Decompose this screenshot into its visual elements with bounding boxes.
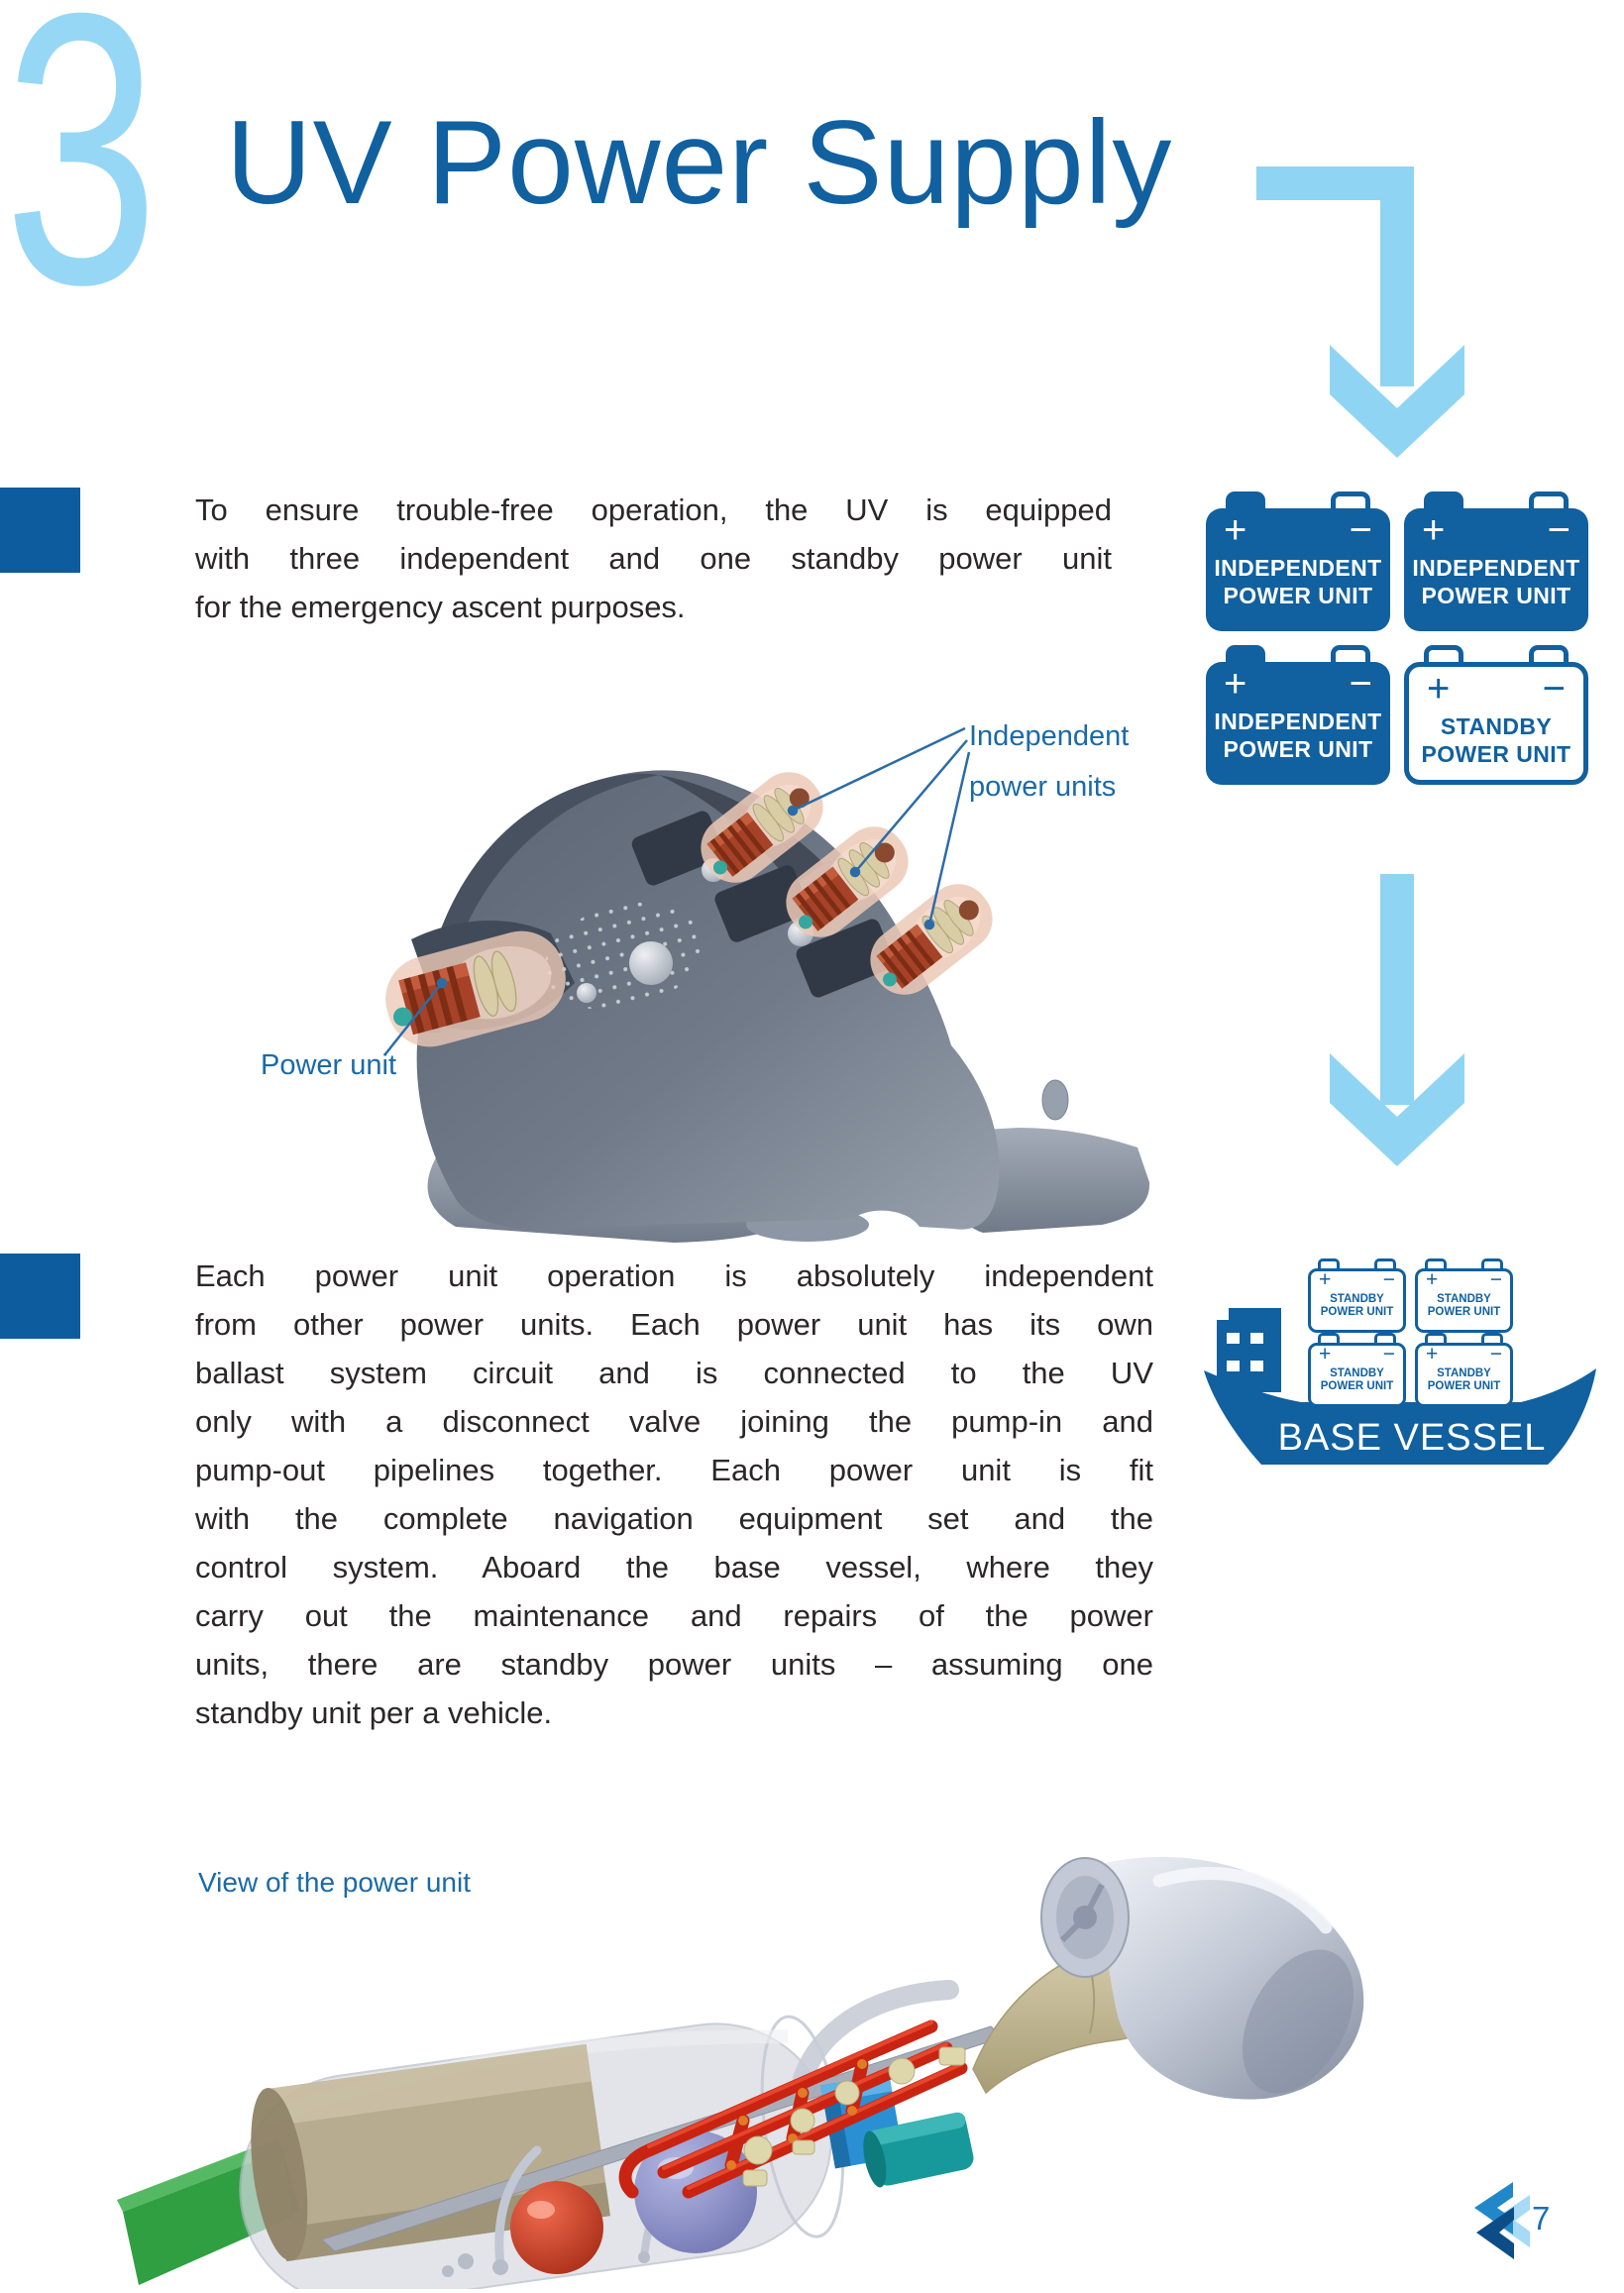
battery-body (1415, 1268, 1513, 1333)
standby-power-unit-battery-icon (1404, 645, 1588, 785)
battery-label: STANDBY (1440, 713, 1553, 739)
text-line: for the emergency ascent purposes. (195, 590, 686, 624)
section-marker (0, 488, 80, 573)
battery-body (1404, 662, 1588, 785)
down-arrow-icon (1318, 862, 1486, 1179)
text-line: standby unit per a vehicle. (195, 1695, 553, 1730)
battery-label: POWER UNIT (1223, 736, 1373, 762)
battery-label: POWER UNIT (1427, 1380, 1501, 1392)
standby-power-unit-battery-icon (1415, 1258, 1513, 1333)
section-marker (0, 1254, 80, 1339)
independent-power-unit-battery-icon (1404, 491, 1588, 631)
text-line: with the complete navigation equipment set and the (195, 1501, 1153, 1536)
text-line: only with a disconnect valve joining the pump-in and (195, 1404, 1153, 1439)
page-number: 7 (1532, 2200, 1551, 2237)
battery-label: POWER UNIT (1427, 1306, 1501, 1318)
minus-sign: − (1489, 1343, 1502, 1365)
chapter-number: 3 (4, 0, 160, 365)
text-line: To ensure trouble-free operation, the UV is equipped (195, 492, 1112, 527)
battery-label: STANDBY (1437, 1293, 1491, 1305)
plus-sign: + (1422, 508, 1446, 552)
base-vessel-label: BASE VESSEL (1277, 1417, 1547, 1459)
text-line: ballast system circuit and is connected to the UV (195, 1356, 1153, 1390)
body-paragraph (195, 1252, 1153, 1737)
battery-body (1308, 1268, 1406, 1333)
battery-label: POWER UNIT (1421, 583, 1571, 608)
plus-sign: + (1224, 662, 1247, 706)
battery-label: POWER UNIT (1320, 1306, 1394, 1318)
independent-power-unit-battery-icon (1206, 491, 1390, 631)
plus-sign: + (1426, 1343, 1439, 1365)
minus-sign: − (1547, 508, 1570, 552)
standby-power-unit-battery-icon (1308, 1333, 1406, 1407)
battery-body (1206, 508, 1390, 631)
label-line: Independent (969, 720, 1130, 752)
figure1-label-power-unit: Power unit (261, 1049, 397, 1081)
plus-sign: + (1224, 508, 1247, 552)
elbow-down-arrow-icon (1244, 139, 1481, 476)
battery-label: INDEPENDENT (1214, 555, 1382, 581)
minus-sign: − (1349, 662, 1372, 706)
battery-body (1308, 1343, 1406, 1407)
battery-label: INDEPENDENT (1214, 709, 1382, 734)
plus-sign: + (1319, 1343, 1332, 1365)
battery-label: POWER UNIT (1421, 741, 1571, 767)
text-line: pump-out pipelines together. Each power unit is fit (195, 1453, 1153, 1487)
minus-sign: − (1382, 1268, 1395, 1291)
label-line: power units (969, 771, 1117, 803)
battery-label: STANDBY (1437, 1367, 1491, 1379)
minus-sign: − (1382, 1343, 1395, 1365)
text-line: control system. Aboard the base vessel, where they (195, 1550, 1153, 1584)
battery-body (1415, 1343, 1513, 1407)
figure2-caption: View of the power unit (198, 1867, 471, 1898)
battery-label: INDEPENDENT (1412, 555, 1580, 581)
page-title: UV Power Supply (226, 96, 1173, 229)
minus-sign: − (1489, 1268, 1502, 1291)
text-line: with three independent and one standby power unit (195, 541, 1112, 576)
text-line: carry out the maintenance and repairs of the power (195, 1598, 1153, 1633)
standby-power-unit-battery-icon (1415, 1333, 1513, 1407)
plus-sign: + (1427, 667, 1451, 710)
plus-sign: + (1319, 1268, 1332, 1291)
minus-sign: − (1349, 508, 1372, 552)
standby-power-unit-battery-icon (1308, 1258, 1406, 1333)
minus-sign: − (1542, 667, 1566, 710)
intro-paragraph (195, 486, 1112, 631)
battery-body (1206, 662, 1390, 785)
plus-sign: + (1426, 1268, 1439, 1291)
battery-label: POWER UNIT (1223, 583, 1373, 608)
text-line: from other power units. Each power unit has its own (195, 1307, 1153, 1342)
independent-power-unit-battery-icon (1206, 645, 1390, 785)
battery-label: STANDBY (1330, 1293, 1384, 1305)
battery-label: STANDBY (1330, 1367, 1384, 1379)
battery-body (1404, 508, 1588, 631)
text-line: units, there are standby power units – assuming one (195, 1647, 1153, 1682)
figure1-label-independent-units (969, 711, 1129, 813)
text-line: Each power unit operation is absolutely independent (195, 1258, 1153, 1293)
battery-label: POWER UNIT (1320, 1380, 1394, 1392)
brand-chevron-logo-icon (1464, 2173, 1573, 2272)
